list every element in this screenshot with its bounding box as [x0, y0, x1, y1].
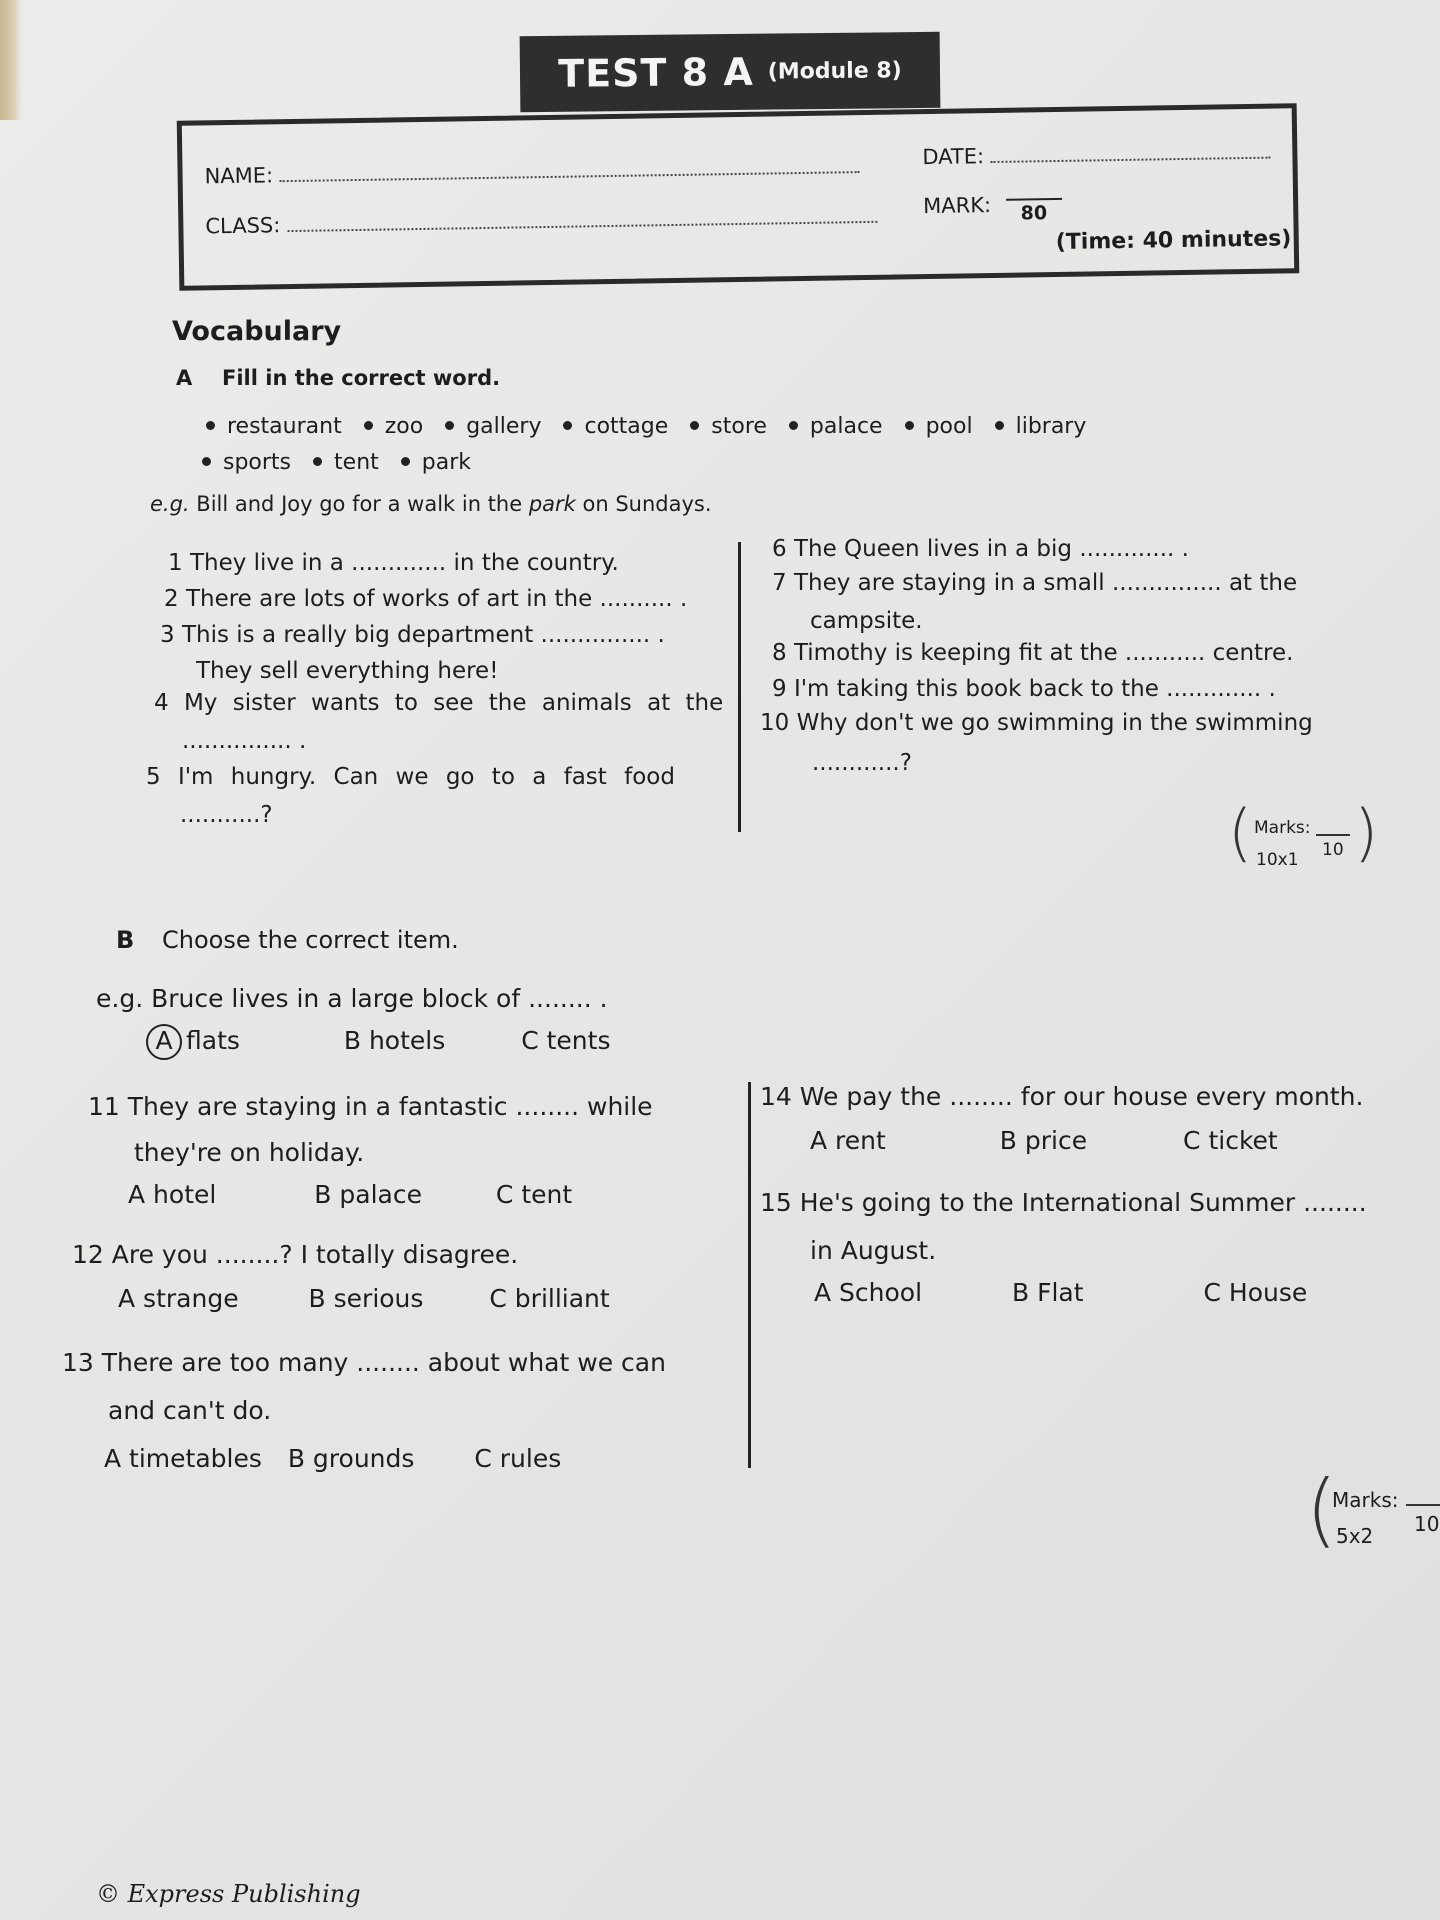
- example-prefix: e.g.: [150, 492, 190, 516]
- example-before: Bill and Joy go for a walk in the: [196, 492, 529, 516]
- q12-option-a[interactable]: A strange: [118, 1284, 239, 1313]
- bullet-icon: [789, 421, 798, 430]
- q12-option-b[interactable]: B serious: [308, 1284, 424, 1313]
- word-bank-row-1: [206, 414, 1086, 439]
- word-bank-item: sports: [223, 450, 292, 475]
- question-14: 14 We pay the ........ for our house every month.: [760, 1082, 1364, 1111]
- example-sentence: [150, 492, 712, 516]
- mark-fraction-line: [1006, 198, 1062, 201]
- question-5: 5 I'm hungry. Can we go to a fast food: [146, 764, 675, 790]
- word-bank-item: pool: [925, 414, 973, 439]
- question-14-options: [810, 1126, 1278, 1155]
- q14-option-c[interactable]: C ticket: [1183, 1126, 1278, 1155]
- marks-a-close-paren: ): [1354, 796, 1379, 869]
- vocabulary-heading: Vocabulary: [172, 316, 342, 347]
- question-2: 2 There are lots of works of art in the .......... .: [164, 586, 688, 612]
- bullet-icon: [364, 421, 373, 430]
- word-bank-item: tent: [334, 450, 379, 475]
- question-4: 4 My sister wants to see the animals at the: [154, 690, 724, 716]
- name-blank[interactable]: [280, 153, 860, 182]
- word-bank-item: store: [711, 414, 767, 439]
- section-a-instruction: Fill in the correct word.: [222, 366, 501, 390]
- marks-a-total: 10: [1322, 840, 1344, 860]
- marks-a-line: [1316, 834, 1350, 836]
- example-after: on Sundays.: [575, 492, 712, 516]
- student-info-box: [177, 103, 1300, 291]
- question-13-options: [104, 1444, 561, 1473]
- question-10: 10 Why don't we go swimming in the swimming: [760, 710, 1313, 736]
- question-11-options: [128, 1180, 572, 1209]
- marks-b-formula: 5x2: [1336, 1524, 1374, 1548]
- q11-option-a[interactable]: A hotel: [128, 1180, 217, 1209]
- question-5-cont: ...........?: [180, 802, 273, 828]
- mark-fraction: [1006, 192, 1062, 225]
- word-bank-item: palace: [809, 414, 883, 439]
- section-b-letter: B: [116, 926, 135, 954]
- section-b-instruction: Choose the correct item.: [162, 926, 459, 954]
- word-bank-item: restaurant: [227, 414, 342, 439]
- section-b-header: [116, 926, 459, 954]
- question-8: 8 Timothy is keeping fit at the ........... centre.: [772, 640, 1294, 666]
- word-bank-item: gallery: [466, 414, 542, 439]
- q13-option-c[interactable]: C rules: [474, 1444, 562, 1473]
- marks-a-open-paren: (: [1228, 796, 1253, 869]
- date-field[interactable]: [922, 139, 1271, 169]
- marks-b-total: 10: [1414, 1512, 1440, 1536]
- q14-option-a[interactable]: A rent: [810, 1126, 886, 1155]
- name-label: NAME:: [204, 163, 274, 189]
- date-label: DATE:: [922, 144, 985, 170]
- word-bank-item: park: [421, 450, 471, 475]
- marks-b-label: Marks:: [1332, 1488, 1399, 1512]
- section-a-header: [176, 366, 500, 390]
- question-12: 12 Are you ........? I totally disagree.: [72, 1240, 519, 1269]
- question-11-cont: they're on holiday.: [134, 1138, 365, 1167]
- q14-option-b[interactable]: B price: [999, 1126, 1088, 1155]
- question-3-cont: They sell everything here!: [196, 658, 499, 684]
- page-corner-shadow: [0, 0, 22, 120]
- example-b-sentence: e.g. Bruce lives in a large block of ........ .: [96, 984, 608, 1013]
- q11-option-b[interactable]: B palace: [314, 1180, 422, 1209]
- question-3: 3 This is a really big department ............... .: [160, 622, 665, 648]
- publisher-footer: © Express Publishing: [96, 1880, 361, 1908]
- example-word: park: [528, 492, 576, 516]
- name-field[interactable]: [204, 153, 860, 188]
- q12-option-c[interactable]: C brilliant: [489, 1284, 610, 1313]
- class-label: CLASS:: [205, 213, 281, 239]
- word-bank-item: zoo: [384, 414, 424, 439]
- bullet-icon: [313, 457, 322, 466]
- section-a-divider: [738, 542, 741, 832]
- marks-a-label: Marks:: [1254, 818, 1311, 838]
- example-b-option-c: C tents: [521, 1026, 611, 1055]
- test-title: TEST 8 A: [558, 49, 754, 96]
- question-4-cont: ............... .: [182, 728, 307, 754]
- question-10-cont: ............?: [812, 750, 912, 776]
- marks-b-open-paren: (: [1306, 1463, 1338, 1556]
- bullet-icon: [690, 421, 699, 430]
- question-15-options: [814, 1278, 1307, 1307]
- bullet-icon: [206, 421, 215, 430]
- question-1: 1 They live in a ............. in the country.: [168, 550, 619, 576]
- word-bank-item: library: [1015, 414, 1087, 439]
- question-13-cont: and can't do.: [108, 1396, 272, 1425]
- q15-option-a[interactable]: A School: [814, 1278, 923, 1307]
- q15-option-b[interactable]: B Flat: [1012, 1278, 1084, 1307]
- question-15: 15 He's going to the International Summer ........: [760, 1188, 1367, 1217]
- q15-option-c[interactable]: C House: [1203, 1278, 1308, 1307]
- bullet-icon: [401, 457, 410, 466]
- marks-a-formula: 10x1: [1256, 850, 1299, 870]
- question-7-cont: campsite.: [810, 608, 923, 634]
- question-11: 11 They are staying in a fantastic ........ while: [88, 1092, 653, 1121]
- bullet-icon: [202, 457, 211, 466]
- mark-label: MARK:: [922, 193, 992, 219]
- question-6: 6 The Queen lives in a big ............. .: [772, 536, 1189, 562]
- q13-option-b[interactable]: B grounds: [287, 1444, 415, 1473]
- class-field[interactable]: [205, 203, 877, 239]
- question-12-options: [118, 1284, 610, 1313]
- section-a-letter: A: [176, 366, 193, 390]
- mark-total: 80: [1020, 202, 1048, 225]
- word-bank-item: cottage: [584, 414, 669, 439]
- example-b-option-a: flats: [186, 1026, 240, 1055]
- question-13: 13 There are too many ........ about what we can: [62, 1348, 666, 1377]
- q13-option-a[interactable]: A timetables: [104, 1444, 262, 1473]
- bullet-icon: [905, 421, 914, 430]
- section-b-divider: [748, 1082, 751, 1468]
- bullet-icon: [563, 421, 572, 430]
- bullet-icon: [445, 421, 454, 430]
- marks-b-line: [1406, 1504, 1440, 1506]
- mark-field: [923, 192, 1062, 226]
- date-blank[interactable]: [991, 139, 1271, 163]
- module-label: (Module 8): [767, 57, 902, 85]
- example-b-circled-answer: A: [146, 1024, 182, 1060]
- word-bank-row-2: [202, 450, 471, 475]
- question-9: 9 I'm taking this book back to the ............. .: [772, 676, 1276, 702]
- bullet-icon: [995, 421, 1004, 430]
- question-7: 7 They are staying in a small ............... at the: [772, 570, 1298, 596]
- test-title-bar: [520, 32, 941, 112]
- class-blank[interactable]: [287, 203, 877, 232]
- example-b-options: [146, 1024, 610, 1060]
- time-limit: (Time: 40 minutes): [1055, 226, 1292, 256]
- question-15-cont: in August.: [810, 1236, 937, 1265]
- example-b-option-b: B hotels: [343, 1026, 446, 1055]
- q11-option-c[interactable]: C tent: [495, 1180, 573, 1209]
